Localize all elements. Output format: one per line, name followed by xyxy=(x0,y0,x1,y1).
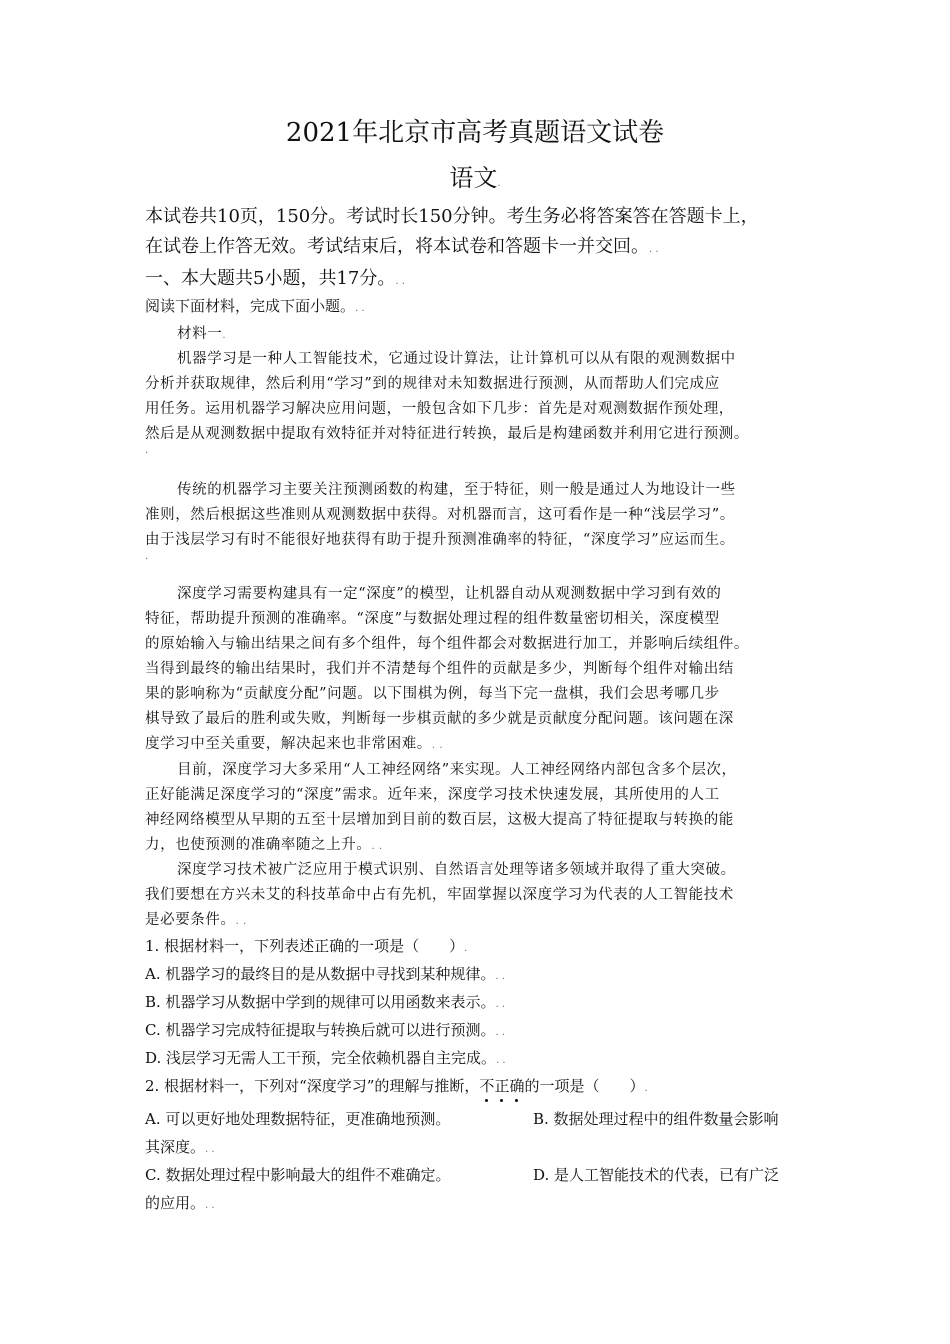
material-p2-line-1: 传统的机器学习主要关注预测函数的构建，至于特征，则一般是通过人为地设计一些 xyxy=(177,482,736,498)
material-p4-line-3: 神经网络模型从早期的五至十层增加到目前的数百层，这极大提高了特征提取与转换的能 xyxy=(145,812,734,828)
material-p5-line-3-text: 是必要条件。 xyxy=(145,912,236,928)
material-p3-line-2: 特征，帮助提升预测的准确率。“深度”与数据处理过程的组件数量密切相关，深度模型 xyxy=(145,611,720,627)
material-p3-line-4: 当得到最终的输出结果时，我们并不清楚每个组件的贡献是多少，判断每个组件对输出结 xyxy=(145,661,734,677)
material-p5-line-2: 我们要想在方兴未艾的科技革命中占有先机，牢固掌握以深度学习为代表的人工智能技术 xyxy=(145,887,734,903)
material-p3-line-1: 深度学习需要构建具有一定“深度”的模型，让机器自动从观测数据中学习到有效的 xyxy=(177,586,722,602)
emphasis-char: 确 xyxy=(509,1077,525,1095)
question-1-option-d: D. 浅层学习无需人工干预，完全依赖机器自主完成。. . xyxy=(145,1049,506,1067)
section-heading-text: 一、本大题共5小题，共17分。 xyxy=(145,268,396,289)
question-1-stem: 1. 根据材料一，下列表述正确的一项是（ ）. xyxy=(145,937,468,955)
material-p4-line-2: 正好能满足深度学习的“深度”需求。近年来，深度学习技术快速发展，其所使用的人工 xyxy=(145,787,720,803)
question-2-option-a: A. 可以更好地处理数据特征，更准确地预测。 xyxy=(145,1110,451,1128)
material-p2-line-2: 准则，然后根据这些准则从观测数据中获得。对机器而言，这可看作是一种“浅层学习”。 xyxy=(145,507,735,523)
material-label: 材料一. xyxy=(177,326,227,342)
material-p3-line-3: 的原始输入与输出结果之间有多个组件，每个组件都会对数据进行加工，并影响后续组件。 xyxy=(145,636,749,652)
question-2-option-b: B. 数据处理过程中的组件数量会影响 xyxy=(533,1110,779,1128)
option-a-text: A. 机器学习的最终目的是从数据中寻找到某种规律。 xyxy=(145,965,496,983)
question-2-stem-before: 2. 根据材料一，下列对“深度学习”的理解与推断， xyxy=(145,1077,480,1095)
question-2-option-b-continued: 其深度。. . xyxy=(145,1138,215,1156)
material-p1-line-3: 用任务。运用机器学习解决应用问题，一般包含如下几步：首先是对观测数据作预处理， xyxy=(145,401,734,417)
material-p4-line-1: 目前，深度学习大多采用“人工神经网络”来实现。人工神经网络内部包含多个层次， xyxy=(177,762,737,778)
intro-line-1: 本试卷共10页，150分。考试时长150分钟。考生务必将答案答在答题卡上， xyxy=(145,206,759,227)
option-d-cont-text: 的应用。 xyxy=(145,1194,206,1212)
exam-title: 2021年北京市高考真题语文试卷 xyxy=(285,118,665,148)
option-b-text: B. 机器学习从数据中学到的规律可以用函数来表示。 xyxy=(145,993,496,1011)
question-1-option-a: A. 机器学习的最终目的是从数据中寻找到某种规律。. . xyxy=(145,965,505,983)
question-2-option-d-continued: 的应用。. . xyxy=(145,1194,215,1212)
question-1-stem-text: 1. 根据材料一，下列表述正确的一项是（ ） xyxy=(145,937,465,955)
question-2-stem: 2. 根据材料一，下列对“深度学习”的理解与推断，不正确的一项是（ ）. xyxy=(145,1077,648,1095)
material-p2-line-3: 由于浅层学习有时不能很好地获得有助于提升预测准确率的特征，“深度学习”应运而生。 xyxy=(145,532,735,548)
question-2-option-d: D. 是人工智能技术的代表，已有广泛 xyxy=(533,1166,780,1184)
material-p3-line-6: 棋导致了最后的胜利或失败，判断每一步棋贡献的多少就是贡献度分配问题。该问题在深 xyxy=(145,711,734,727)
material-p3-line-7: 度学习中至关重要，解决起来也非常困难。. . xyxy=(145,736,444,752)
material-label-text: 材料一 xyxy=(177,326,223,342)
material-p5-line-1: 深度学习技术被广泛应用于模式识别、自然语言处理等诸多领域并取得了重大突破。 xyxy=(177,862,736,878)
material-p1-line-2: 分析并获取规律，然后利用“学习”到的规律对未知数据进行预测，从而帮助人们完成应 xyxy=(145,376,720,392)
paragraph-mark: . xyxy=(145,445,149,456)
section-instruction: 阅读下面材料，完成下面小题。. . xyxy=(145,297,365,315)
question-1-option-c: C. 机器学习完成特征提取与转换后就可以进行预测。. . xyxy=(145,1021,506,1039)
intro-line-2-text: 在试卷上作答无效。考试结束后，将本试卷和答题卡一并交回。 xyxy=(145,236,649,257)
material-p3-line-7-text: 度学习中至关重要，解决起来也非常困难。 xyxy=(145,736,432,752)
question-1-option-b: B. 机器学习从数据中学到的规律可以用函数来表示。. . xyxy=(145,993,506,1011)
emphasis-char: 不 xyxy=(479,1077,495,1095)
question-2-stem-after: 的一项是（ ） xyxy=(524,1077,645,1095)
intro-line-2: 在试卷上作答无效。考试结束后，将本试卷和答题卡一并交回。. . xyxy=(145,236,659,257)
option-d-text: D. 浅层学习无需人工干预，完全依赖机器自主完成。 xyxy=(145,1049,497,1067)
section-instruction-text: 阅读下面材料，完成下面小题。 xyxy=(145,297,356,315)
section-heading: 一、本大题共5小题，共17分。. . xyxy=(145,268,405,289)
option-c-text: C. 机器学习完成特征提取与转换后就可以进行预测。 xyxy=(145,1021,496,1039)
material-p4-line-4: 力，也使预测的准确率随之上升。. . xyxy=(145,837,383,853)
material-p4-line-4-text: 力，也使预测的准确率随之上升。 xyxy=(145,837,372,853)
option-b-cont-text: 其深度。 xyxy=(145,1138,206,1156)
paragraph-mark: . xyxy=(145,551,149,562)
emphasis-char: 正 xyxy=(494,1077,510,1095)
material-p1-line-1: 机器学习是一种人工智能技术，它通过设计算法，让计算机可以从有限的观测数据中 xyxy=(177,351,736,367)
material-p3-line-5: 果的影响称为“贡献度分配”问题。以下围棋为例，每当下完一盘棋，我们会思考哪几步 xyxy=(145,686,720,702)
material-p1-line-4: 然后是从观测数据中提取有效特征并对特征进行转换，最后是构建函数并利用它进行预测。 xyxy=(145,426,749,442)
question-2-option-c: C. 数据处理过程中影响最大的组件不难确定。 xyxy=(145,1166,451,1184)
subject-text: 语文 xyxy=(449,164,498,192)
material-p5-line-3: 是必要条件。. . xyxy=(145,912,247,928)
subject-title: 语文. xyxy=(449,164,501,192)
